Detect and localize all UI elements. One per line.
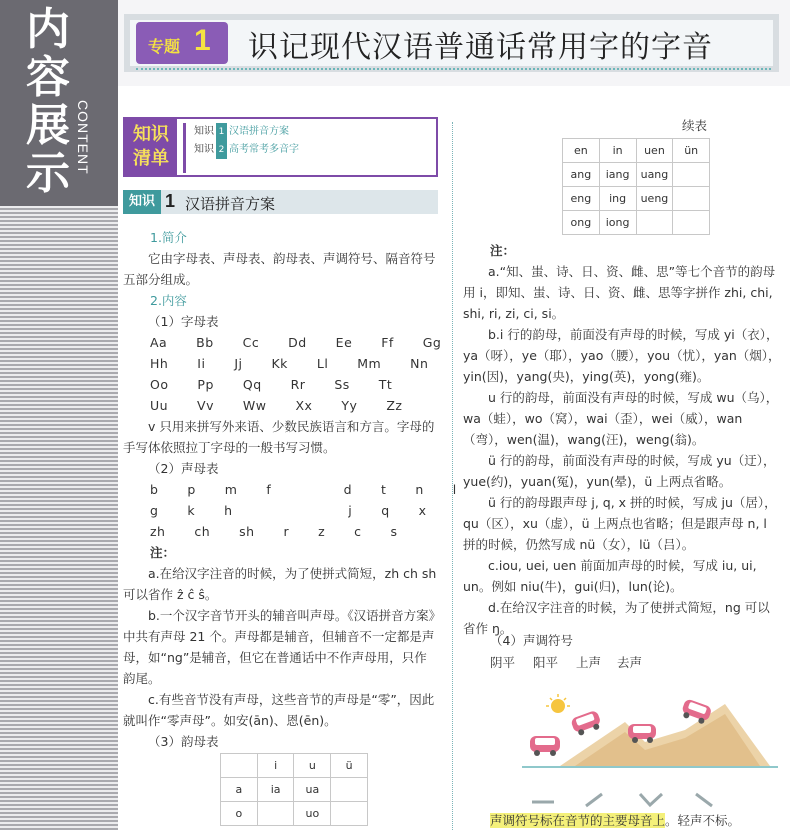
heading-content: 2.内容 bbox=[150, 293, 187, 308]
right-note-b1: b.i 行的韵母，前面没有声母的时候，写成 yi（衣），ya（呀），ye（耶），yao（腰），you（忧），yan（烟），yin(因)，yang(央)，ying(英)，yong(雍)。 bbox=[463, 327, 781, 384]
table-cell: uen bbox=[636, 139, 673, 163]
intro-paragraph: 它由字母表、声母表、韵母表、声调符号、隔音符号五部分组成。 bbox=[123, 251, 436, 287]
alphabet-row: Oo Pp Qq Rr Ss Tt bbox=[150, 377, 393, 392]
table-cell: eng bbox=[563, 187, 600, 211]
heading-initials: （2）声母表 bbox=[148, 461, 219, 476]
car-icon bbox=[570, 710, 603, 737]
tone-marks bbox=[530, 792, 720, 808]
table-cell: u bbox=[294, 754, 331, 778]
table-cell: ang bbox=[563, 163, 600, 187]
section-tag: 知识 bbox=[123, 190, 161, 214]
table-cell: ia bbox=[257, 778, 294, 802]
note-label: 注： bbox=[150, 545, 176, 560]
car-icon bbox=[530, 736, 560, 756]
initials-row: b p m f d t n l bbox=[150, 482, 457, 497]
page-title: 识记现代汉语普通话常用字的字音 bbox=[248, 30, 713, 65]
finals-table-right bbox=[562, 138, 710, 235]
tone-rule bbox=[490, 810, 740, 830]
right-note-b4: ü 行的韵母跟声母 j, q, x 拼的时候，写成 ju（居），qu（区），xu（虚），ü 上两点也省略；但是跟声母 n, l 拼的时候，仍然写成 nü（女），lü（吕）。 bbox=[463, 495, 777, 552]
tone-name: 上声 bbox=[576, 655, 602, 670]
table-cell bbox=[221, 754, 258, 778]
note-c: c.有些音节没有声母，这些音节的声母是“零”，因此就叫作“零声母”。如安(ān)、恩(ēn)。 bbox=[123, 692, 435, 728]
table-cell: ün bbox=[673, 139, 710, 163]
checklist-head-text: 知识清单 bbox=[133, 124, 169, 169]
checklist-item-label: 知识 bbox=[194, 126, 214, 137]
topic-badge bbox=[136, 22, 228, 64]
knowledge-checklist bbox=[123, 117, 438, 177]
tone-name: 阴平 bbox=[490, 655, 516, 670]
sidebar-title: 内容展示 bbox=[26, 4, 70, 199]
right-note-c: c.iou, uei, uen 前面加声母的时候，写成 iu, ui, un。例如 niu(牛)，gui(归)，lun(论)。 bbox=[463, 558, 757, 594]
tone-name: 去声 bbox=[617, 655, 643, 670]
right-note-b2: u 行的韵母，前面没有声母的时候，写成 wu（乌），wa（蛙），wo（窝），wai（歪），wei（威），wan（弯），wen(温)，wang(汪)，weng(翁)。 bbox=[463, 390, 779, 447]
table-cell: iong bbox=[599, 211, 636, 235]
table-cell: en bbox=[563, 139, 600, 163]
table-cell bbox=[673, 211, 710, 235]
table-cell: ü bbox=[331, 754, 368, 778]
table-cell bbox=[673, 163, 710, 187]
heading-intro: 1.简介 bbox=[150, 230, 187, 245]
tone-illustration bbox=[520, 692, 780, 778]
section-title: 汉语拼音方案 bbox=[185, 195, 276, 213]
checklist-body bbox=[183, 123, 433, 173]
alphabet-row: Aa Bb Cc Dd Ee Ff Gg bbox=[150, 335, 442, 350]
table-cell bbox=[257, 802, 294, 826]
continued-label: 续表 bbox=[682, 118, 708, 133]
right-note-d: d.在给汉字注音的时候，为了使拼式简短，ng 可以省作 ŋ。 bbox=[463, 600, 770, 636]
section-number: 1 bbox=[165, 191, 176, 211]
table-cell: in bbox=[599, 139, 636, 163]
initials-row: g k h j q x bbox=[150, 503, 427, 518]
checklist-item-text: 高考常考多音字 bbox=[229, 144, 299, 155]
tone-name: 阳平 bbox=[533, 655, 559, 670]
initials-row: zh ch sh r z c s bbox=[150, 524, 398, 539]
table-cell: i bbox=[257, 754, 294, 778]
note-b: b.一个汉字音节开头的辅音叫声母。《汉语拼音方案》中共有声母 21 个。声母都是辅音，但辅音不一定都是声母，如“ng”是辅音，但它在普通话中不作声母用，只作韵尾。 bbox=[123, 608, 435, 686]
heading-tones: （4）声调符号 bbox=[490, 633, 573, 648]
table-cell bbox=[331, 778, 368, 802]
table-cell: ong bbox=[563, 211, 600, 235]
right-note-b3: ü 行的韵母，前面没有声母的时候，写成 yu（迂），yue(约)，yuan(冤)，yun(晕)，ü 上两点省略。 bbox=[463, 453, 776, 489]
checklist-item-num: 2 bbox=[216, 141, 227, 159]
tone-rule-rest: 。轻声不标。 bbox=[665, 813, 741, 828]
header-dotted-line bbox=[136, 68, 771, 70]
table-cell: a bbox=[221, 778, 258, 802]
table-cell: uang bbox=[636, 163, 673, 187]
checklist-item-text: 汉语拼音方案 bbox=[229, 126, 289, 137]
finals-table-left bbox=[220, 753, 368, 826]
section-heading bbox=[123, 190, 438, 214]
right-note-label: 注： bbox=[490, 243, 516, 258]
table-cell: ueng bbox=[636, 187, 673, 211]
table-cell bbox=[636, 211, 673, 235]
checklist-head bbox=[125, 119, 177, 175]
column-divider bbox=[452, 122, 453, 830]
table-cell: ua bbox=[294, 778, 331, 802]
checklist-item[interactable] bbox=[194, 141, 433, 159]
heading-finals: （3）韵母表 bbox=[148, 734, 219, 749]
tone-rule-highlight: 声调符号标在音节的主要母音上 bbox=[490, 813, 666, 828]
sidebar-subtitle: CONTENT bbox=[75, 100, 91, 175]
alphabet-note: v 只用来拼写外来语、少数民族语言和方言。字母的手写体依照拉丁字母的一般书写习惯。 bbox=[123, 419, 435, 455]
table-cell bbox=[331, 802, 368, 826]
topic-number: 1 bbox=[194, 24, 211, 57]
note-a: a.在给汉字注音的时候，为了使拼式简短，zh ch sh 可以省作 ẑ ĉ ŝ。 bbox=[123, 566, 437, 602]
table-cell: o bbox=[221, 802, 258, 826]
right-note-a: a.“知、蚩、诗、日、资、雌、思”等七个音节的韵母用 i，即知、蚩、诗、日、资、雌、思等字拼作 zhi, chi, shi, ri, zi, ci, si。 bbox=[463, 264, 776, 321]
table-cell: uo bbox=[294, 802, 331, 826]
alphabet-row: Hh Ii Jj Kk Ll Mm Nn bbox=[150, 356, 429, 371]
table-cell: ing bbox=[599, 187, 636, 211]
topic-label: 专题 bbox=[148, 37, 181, 56]
checklist-item-label: 知识 bbox=[194, 144, 214, 155]
heading-alphabet: （1）字母表 bbox=[148, 314, 219, 329]
checklist-item-num: 1 bbox=[216, 123, 227, 141]
alphabet-row: Uu Vv Ww Xx Yy Zz bbox=[150, 398, 403, 413]
table-cell bbox=[673, 187, 710, 211]
checklist-item[interactable] bbox=[194, 123, 433, 141]
table-cell: iang bbox=[599, 163, 636, 187]
